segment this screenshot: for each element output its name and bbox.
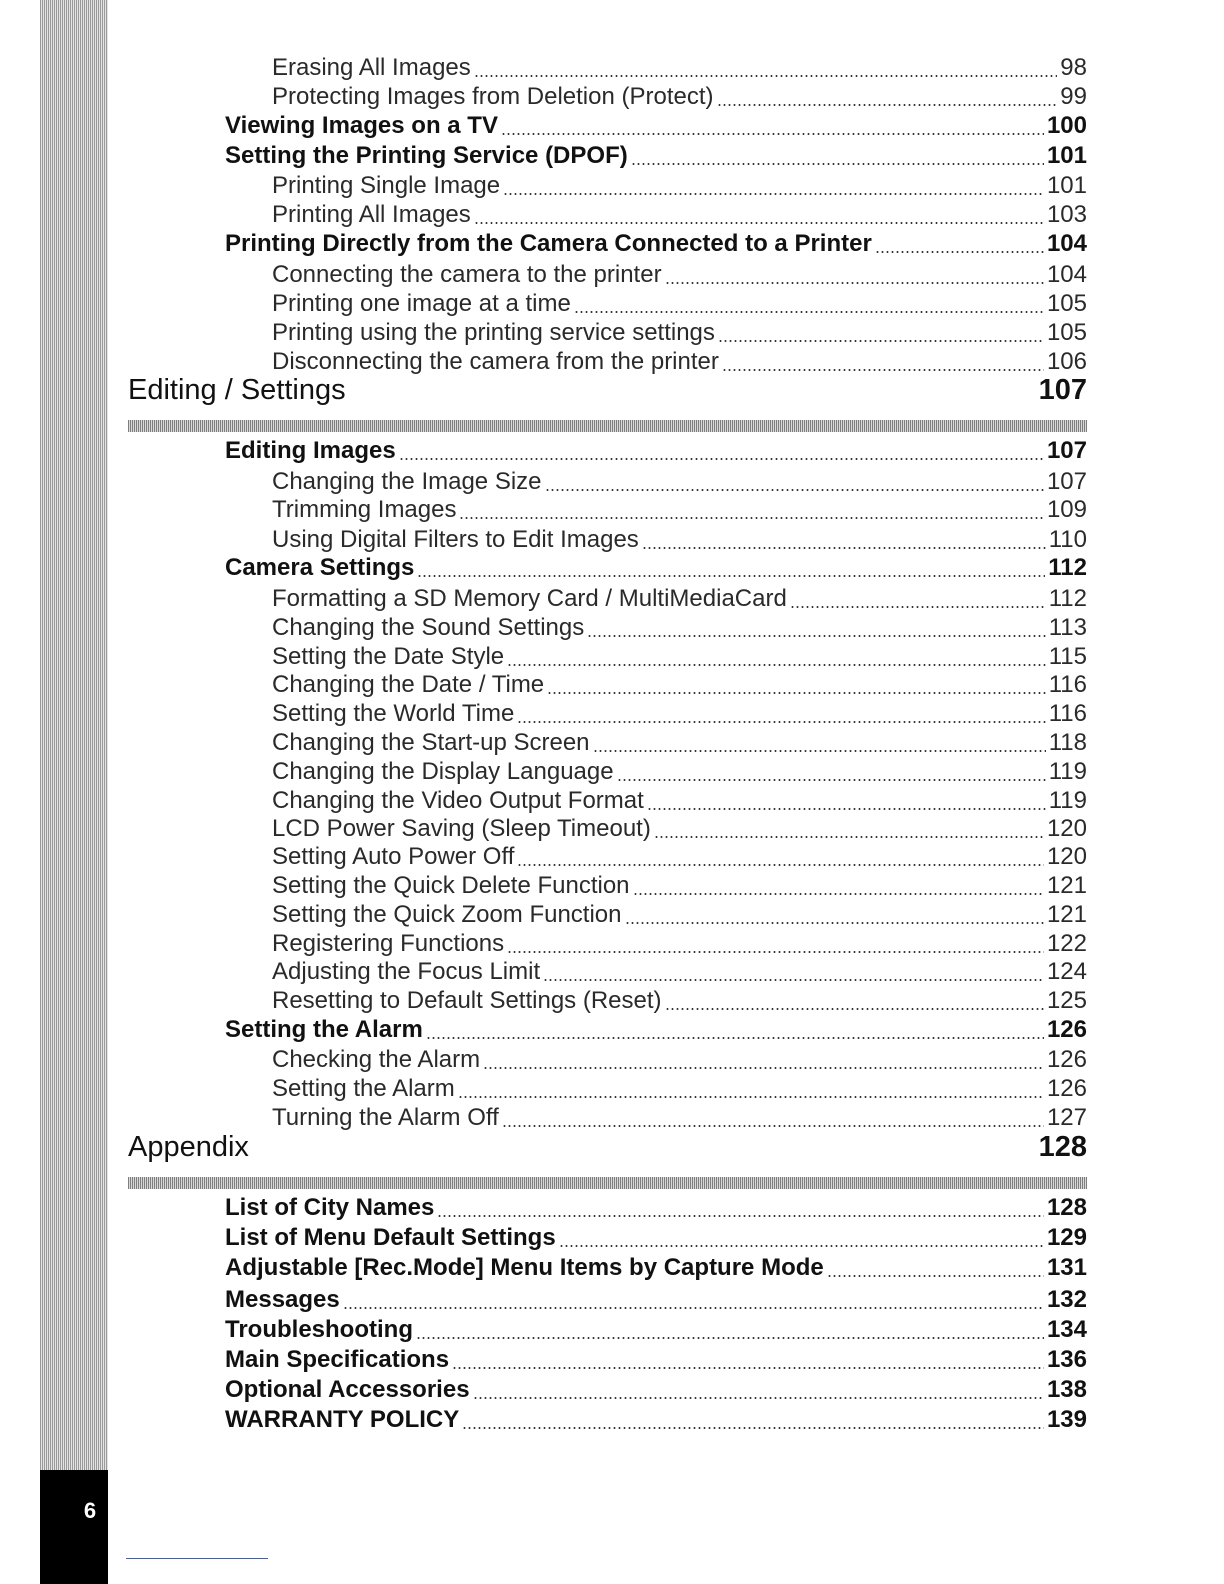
toc-entry-page-number: 131 xyxy=(1046,1254,1087,1281)
toc-entry-sub[interactable] xyxy=(272,1075,1087,1105)
toc-entry-page-number: 107 xyxy=(1046,468,1087,495)
toc-entry-sub[interactable] xyxy=(272,83,1087,113)
toc-entry-page-number: 120 xyxy=(1046,843,1087,870)
toc-entry-title: Printing one image at a time xyxy=(272,290,571,317)
toc-entry-title: Erasing All Images xyxy=(272,54,471,81)
toc-entry-main[interactable] xyxy=(225,112,1087,142)
dot-leader xyxy=(437,1215,1044,1217)
toc-entry-sub[interactable] xyxy=(272,290,1087,320)
toc-entry-title: Turning the Alarm Off xyxy=(272,1104,499,1131)
toc-entry-sub[interactable] xyxy=(272,930,1087,960)
toc-entry-sub[interactable] xyxy=(272,643,1087,673)
toc-entry-page-number: 104 xyxy=(1046,230,1087,257)
toc-entry-title: Setting the Alarm xyxy=(225,1016,423,1043)
toc-entry-title: Printing Directly from the Camera Connected to a Printer xyxy=(225,230,872,257)
toc-entry-sub[interactable] xyxy=(272,872,1087,902)
toc-entry-title: Changing the Image Size xyxy=(272,468,542,495)
toc-entry-page-number: 119 xyxy=(1048,787,1087,814)
section-page-number: 128 xyxy=(1038,1131,1087,1163)
toc-entry-title: Using Digital Filters to Edit Images xyxy=(272,526,639,553)
toc-entry-title: Printing using the printing service settings xyxy=(272,319,715,346)
toc-entry-sub[interactable] xyxy=(272,585,1087,615)
toc-entry-page-number: 127 xyxy=(1046,1104,1087,1131)
toc-entry-sub[interactable] xyxy=(272,261,1087,291)
dot-leader xyxy=(501,133,1044,135)
toc-entry-sub[interactable] xyxy=(272,319,1087,349)
toc-entry-main[interactable] xyxy=(225,230,1087,260)
toc-entry-sub[interactable] xyxy=(272,700,1087,730)
dot-leader xyxy=(416,1337,1044,1339)
toc-entry-main[interactable] xyxy=(225,1224,1087,1254)
dot-leader xyxy=(587,635,1046,637)
toc-entry-title: LCD Power Saving (Sleep Timeout) xyxy=(272,815,651,842)
dot-leader xyxy=(654,836,1044,838)
section-heading[interactable] xyxy=(128,1131,1087,1165)
toc-entry-page-number: 109 xyxy=(1046,496,1087,523)
toc-entry-title: Setting the Printing Service (DPOF) xyxy=(225,142,628,169)
toc-entry-title: Adjustable [Rec.Mode] Menu Items by Capture Mode xyxy=(225,1254,824,1281)
toc-entry-page-number: 121 xyxy=(1046,872,1087,899)
toc-entry-main[interactable] xyxy=(225,142,1087,172)
toc-entry-main[interactable] xyxy=(225,1376,1087,1406)
toc-entry-sub[interactable] xyxy=(272,901,1087,931)
dot-leader xyxy=(722,369,1044,371)
toc-entry-page-number: 98 xyxy=(1060,54,1087,81)
toc-entry-page-number: 104 xyxy=(1046,261,1087,288)
toc-entry-main[interactable] xyxy=(225,1286,1087,1316)
toc-entry-page-number: 112 xyxy=(1048,554,1087,581)
toc-entry-title: WARRANTY POLICY xyxy=(225,1406,460,1433)
toc-entry-main[interactable] xyxy=(225,437,1087,467)
toc-entry-sub[interactable] xyxy=(272,729,1087,759)
dot-leader xyxy=(462,1427,1044,1429)
toc-entry-page-number: 101 xyxy=(1046,172,1087,199)
toc-entry-title: Checking the Alarm xyxy=(272,1046,481,1073)
toc-entry-title: Messages xyxy=(225,1286,340,1313)
dot-leader xyxy=(426,1037,1044,1039)
dot-leader xyxy=(503,193,1044,195)
toc-entry-page-number: 120 xyxy=(1046,815,1087,842)
toc-entry-title: Optional Accessories xyxy=(225,1376,470,1403)
toc-entry-title: Registering Functions xyxy=(272,930,505,957)
dot-leader xyxy=(718,340,1044,342)
toc-entry-sub[interactable] xyxy=(272,843,1087,873)
toc-entry-page-number: 99 xyxy=(1060,83,1087,110)
toc-entry-main[interactable] xyxy=(225,1406,1087,1436)
toc-entry-sub[interactable] xyxy=(272,201,1087,231)
toc-entry-main[interactable] xyxy=(225,1346,1087,1376)
toc-entry-title: Editing Images xyxy=(225,437,396,464)
dot-leader xyxy=(547,692,1046,694)
toc-entry-page-number: 116 xyxy=(1048,700,1087,727)
toc-entry-page-number: 128 xyxy=(1046,1194,1087,1221)
toc-entry-page-number: 138 xyxy=(1046,1376,1087,1403)
toc-entry-title: Changing the Date / Time xyxy=(272,671,545,698)
toc-entry-title: Connecting the camera to the printer xyxy=(272,261,662,288)
toc-entry-page-number: 110 xyxy=(1048,526,1087,553)
dot-leader xyxy=(647,808,1046,810)
toc-entry-page-number: 121 xyxy=(1046,901,1087,928)
toc-entry-title: Disconnecting the camera from the printer xyxy=(272,348,719,375)
toc-entry-page-number: 124 xyxy=(1046,958,1087,985)
toc-entry-title: Setting the Date Style xyxy=(272,643,505,670)
toc-entry-page-number: 113 xyxy=(1048,614,1087,641)
toc-entry-title: Changing the Start-up Screen xyxy=(272,729,590,756)
toc-entry-page-number: 126 xyxy=(1046,1016,1087,1043)
dot-leader xyxy=(483,1067,1044,1069)
dot-leader xyxy=(507,664,1046,666)
toc-entry-page-number: 134 xyxy=(1046,1316,1087,1343)
dot-leader xyxy=(827,1275,1044,1277)
dot-leader xyxy=(642,547,1046,549)
toc-entry-page-number: 118 xyxy=(1048,729,1087,756)
toc-entry-page-number: 115 xyxy=(1048,643,1087,670)
section-heading[interactable] xyxy=(128,374,1087,408)
toc-entry-main[interactable] xyxy=(225,554,1087,584)
dot-leader xyxy=(875,251,1044,253)
toc-entry-sub[interactable] xyxy=(272,671,1087,701)
toc-entry-page-number: 129 xyxy=(1046,1224,1087,1251)
toc-entry-title: Printing Single Image xyxy=(272,172,501,199)
toc-entry-page-number: 132 xyxy=(1046,1286,1087,1313)
toc-entry-title: Setting the Alarm xyxy=(272,1075,455,1102)
toc-entry-title: Changing the Sound Settings xyxy=(272,614,585,641)
dot-leader xyxy=(474,222,1044,224)
toc-entry-sub[interactable] xyxy=(272,987,1087,1017)
dot-leader xyxy=(343,1307,1044,1309)
toc-entry-title: Formatting a SD Memory Card / MultiMediaCard xyxy=(272,585,787,612)
toc-entry-page-number: 105 xyxy=(1046,290,1087,317)
dot-leader xyxy=(559,1245,1044,1247)
dot-leader xyxy=(717,104,1058,106)
toc-entry-sub[interactable] xyxy=(272,1046,1087,1076)
toc-entry-title: Setting the Quick Delete Function xyxy=(272,872,630,899)
dot-leader xyxy=(665,1008,1044,1010)
toc-entry-sub[interactable] xyxy=(272,1104,1087,1134)
toc-entry-title: Changing the Video Output Format xyxy=(272,787,644,814)
toc-entry-sub[interactable] xyxy=(272,614,1087,644)
toc-entry-page-number: 122 xyxy=(1046,930,1087,957)
dot-leader xyxy=(790,606,1046,608)
dot-leader xyxy=(417,575,1045,577)
dot-leader xyxy=(474,75,1058,77)
toc-entry-main[interactable] xyxy=(225,1016,1087,1046)
toc-entry-sub[interactable] xyxy=(272,815,1087,845)
section-page-number: 107 xyxy=(1038,374,1087,406)
toc-entry-main[interactable] xyxy=(225,1254,1087,1284)
toc-entry-title: List of City Names xyxy=(225,1194,435,1221)
toc-entry-page-number: 126 xyxy=(1046,1046,1087,1073)
toc-entry-sub[interactable] xyxy=(272,787,1087,817)
dot-leader xyxy=(625,922,1044,924)
toc-entry-sub[interactable] xyxy=(272,958,1087,988)
toc-entry-title: Setting Auto Power Off xyxy=(272,843,515,870)
toc-entry-title: Printing All Images xyxy=(272,201,471,228)
toc-entry-sub[interactable] xyxy=(272,172,1087,202)
toc-entry-title: Changing the Display Language xyxy=(272,758,614,785)
toc-entry-page-number: 139 xyxy=(1046,1406,1087,1433)
toc-entry-sub[interactable] xyxy=(272,496,1087,526)
toc-entry-page-number: 116 xyxy=(1048,671,1087,698)
toc-entry-main[interactable] xyxy=(225,1316,1087,1346)
toc-entry-page-number: 126 xyxy=(1046,1075,1087,1102)
toc-entry-page-number: 100 xyxy=(1046,112,1087,139)
toc-entry-main[interactable] xyxy=(225,1194,1087,1224)
footer-rule xyxy=(126,1558,268,1559)
toc-entry-page-number: 112 xyxy=(1048,585,1087,612)
toc-entry-title: Setting the World Time xyxy=(272,700,515,727)
dot-leader xyxy=(617,779,1046,781)
toc-entry-sub[interactable] xyxy=(272,758,1087,788)
dot-leader xyxy=(502,1125,1044,1127)
toc-entry-page-number: 119 xyxy=(1048,758,1087,785)
dot-leader xyxy=(507,951,1044,953)
dot-leader xyxy=(633,893,1044,895)
toc-entry-title: Protecting Images from Deletion (Protect) xyxy=(272,83,714,110)
dot-leader xyxy=(452,1367,1044,1369)
page-number: 6 xyxy=(83,1498,97,1523)
toc-entry-page-number: 106 xyxy=(1046,348,1087,375)
dot-leader xyxy=(399,458,1044,460)
toc-entry-title: Trimming Images xyxy=(272,496,457,523)
dot-leader xyxy=(545,489,1044,491)
toc-entry-page-number: 136 xyxy=(1046,1346,1087,1373)
section-divider-bar xyxy=(128,420,1087,432)
dot-leader xyxy=(473,1397,1044,1399)
toc-entry-page-number: 101 xyxy=(1046,142,1087,169)
toc-entry-title: Adjusting the Focus Limit xyxy=(272,958,541,985)
dot-leader xyxy=(459,517,1043,519)
toc-entry-title: List of Menu Default Settings xyxy=(225,1224,556,1251)
side-strip xyxy=(40,0,108,1584)
toc-entry-sub[interactable] xyxy=(272,54,1087,84)
toc-entry-page-number: 125 xyxy=(1046,987,1087,1014)
dot-leader xyxy=(517,864,1044,866)
dot-leader xyxy=(458,1096,1044,1098)
toc-entry-title: Setting the Quick Zoom Function xyxy=(272,901,622,928)
section-divider-bar xyxy=(128,1177,1087,1189)
toc-entry-title: Camera Settings xyxy=(225,554,415,581)
dot-leader xyxy=(574,311,1044,313)
dot-leader xyxy=(665,282,1044,284)
section-title: Editing / Settings xyxy=(128,374,346,406)
toc-entry-sub[interactable] xyxy=(272,526,1087,556)
toc-entry-title: Main Specifications xyxy=(225,1346,450,1373)
dot-leader xyxy=(517,721,1045,723)
dot-leader xyxy=(593,750,1046,752)
toc-entry-sub[interactable] xyxy=(272,468,1087,498)
toc-entry-page-number: 107 xyxy=(1046,437,1087,464)
toc-entry-title: Viewing Images on a TV xyxy=(225,112,498,139)
dot-leader xyxy=(631,163,1044,165)
page-number-tab xyxy=(40,1470,108,1584)
toc-entry-page-number: 103 xyxy=(1046,201,1087,228)
toc-entry-page-number: 105 xyxy=(1046,319,1087,346)
toc-entry-title: Resetting to Default Settings (Reset) xyxy=(272,987,662,1014)
dot-leader xyxy=(543,979,1044,981)
toc-entry-title: Troubleshooting xyxy=(225,1316,413,1343)
section-title: Appendix xyxy=(128,1131,249,1163)
